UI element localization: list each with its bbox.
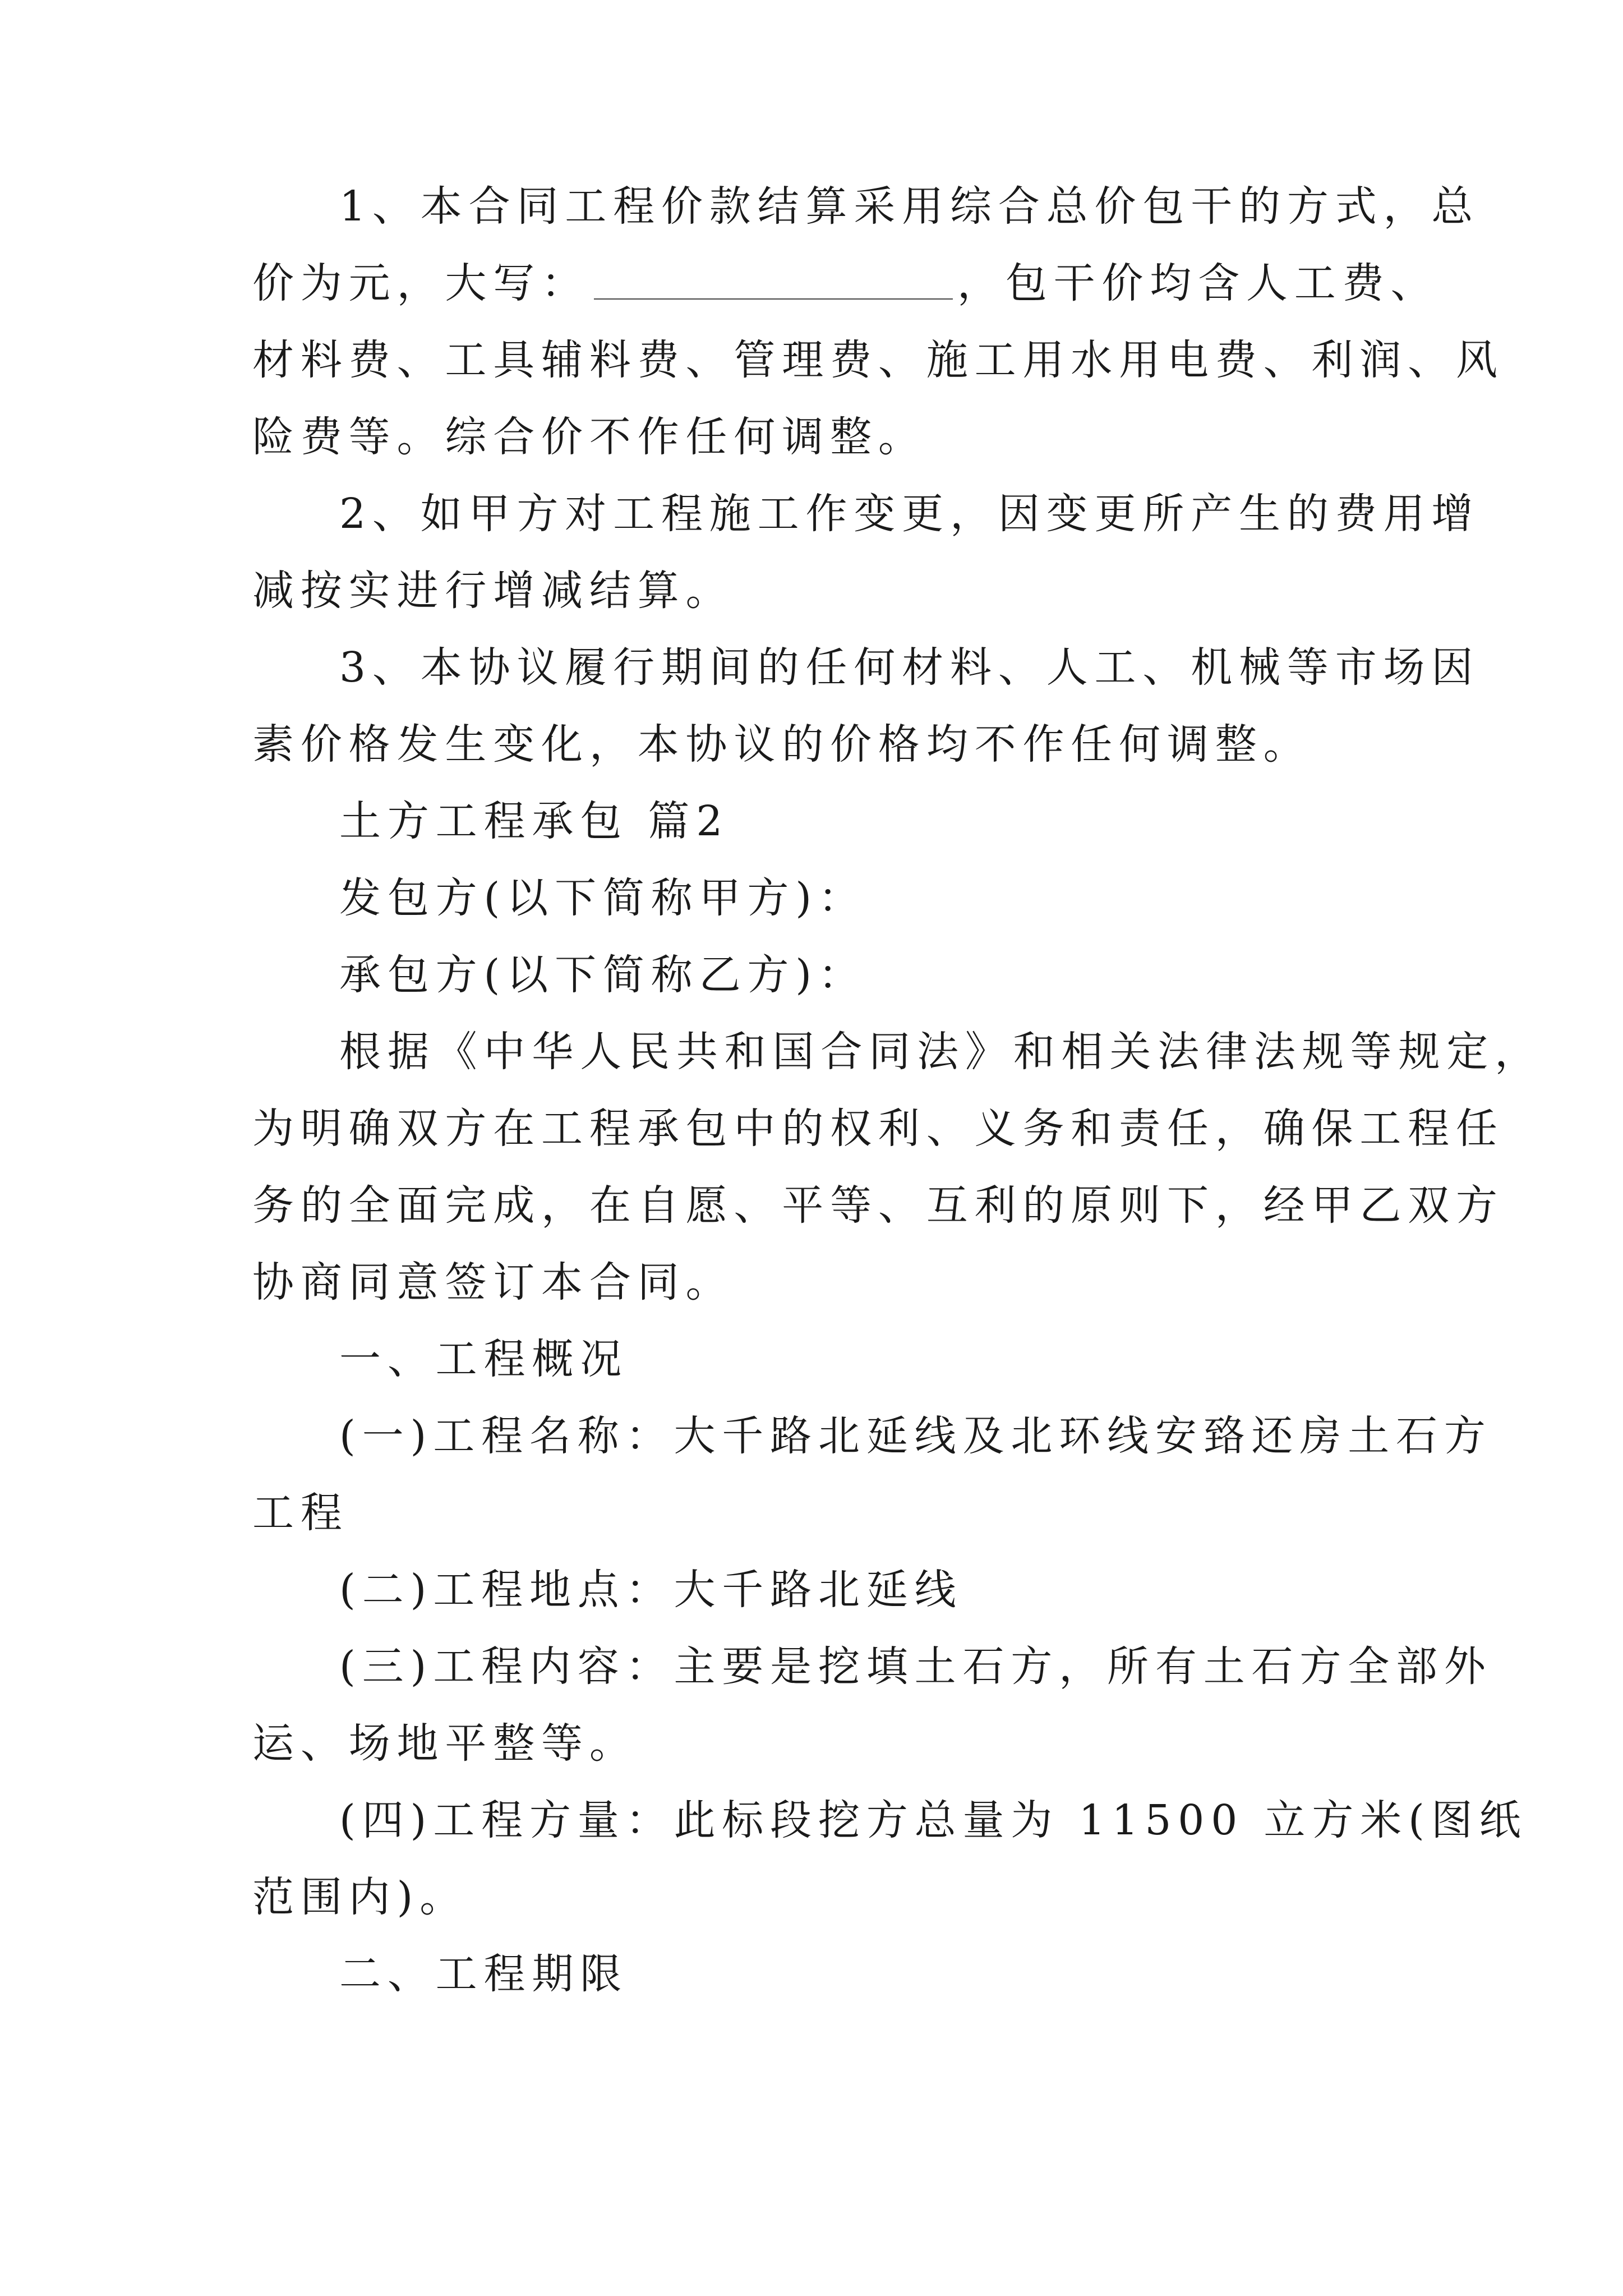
item-1-line-1: (一)工程名称：大千路北延线及北环线安臵还房土石方 xyxy=(339,1412,1492,1460)
paragraph-4-line-3: 务的全面完成，在自愿、平等、互利的原则下，经甲乙双方 xyxy=(252,1181,1504,1230)
item-3-line-2: 运、场地平整等。 xyxy=(252,1719,638,1768)
contractor-label: 承包方(以下简称乙方)： xyxy=(339,951,866,999)
paragraph-2-line-1: 2、如甲方对工程施工作变更，因变更所产生的费用增 xyxy=(339,490,1480,538)
paragraph-3-line-2: 素价格发生变化，本协议的价格均不作任何调整。 xyxy=(252,720,1312,769)
paragraph-3-line-1: 3、本协议履行期间的任何材料、人工、机械等市场因 xyxy=(339,643,1480,692)
paragraph-1-line-4: 险费等。综合价不作任何调整。 xyxy=(252,413,926,461)
paragraph-4-line-4: 协商同意签订本合同。 xyxy=(252,1258,734,1306)
paragraph-2-line-2: 减按实进行增减结算。 xyxy=(252,567,734,615)
paragraph-1-line-3: 材料费、工具辅料费、管理费、施工用水用电费、利润、风 xyxy=(252,336,1504,384)
paragraph-4-line-1: 根据《中华人民共和国合同法》和相关法律法规等规定， xyxy=(339,1028,1543,1076)
item-3-line-1: (三)工程内容：主要是挖填土石方，所有土石方全部外 xyxy=(339,1642,1492,1691)
item-2: (二)工程地点：大千路北延线 xyxy=(339,1566,963,1614)
section-2-heading: 二、工程期限 xyxy=(339,1950,629,1998)
amount-blank-field xyxy=(594,265,953,300)
employer-label: 发包方(以下简称甲方)： xyxy=(339,874,866,922)
paragraph-1-line-2 xyxy=(252,245,1439,322)
price-includes-text: ，包干价均含人工费、 xyxy=(957,259,1439,307)
paragraph-4-line-2: 为明确双方在工程承包中的权利、义务和责任，确保工程任 xyxy=(252,1105,1504,1153)
contract-heading: 土方工程承包 篇2 xyxy=(339,797,730,845)
paragraph-1-line-1: 1、本合同工程价款结算采用综合总价包干的方式，总 xyxy=(339,182,1480,231)
section-1-heading: 一、工程概况 xyxy=(339,1335,629,1383)
price-label: 价为元，大写： xyxy=(252,259,589,307)
item-1-line-2: 工程 xyxy=(252,1489,349,1537)
item-4-line-2: 范围内)。 xyxy=(252,1873,468,1921)
document-page xyxy=(252,168,1543,2013)
item-4-line-1: (四)工程方量：此标段挖方总量为 11500 立方米(图纸 xyxy=(339,1796,1528,1844)
